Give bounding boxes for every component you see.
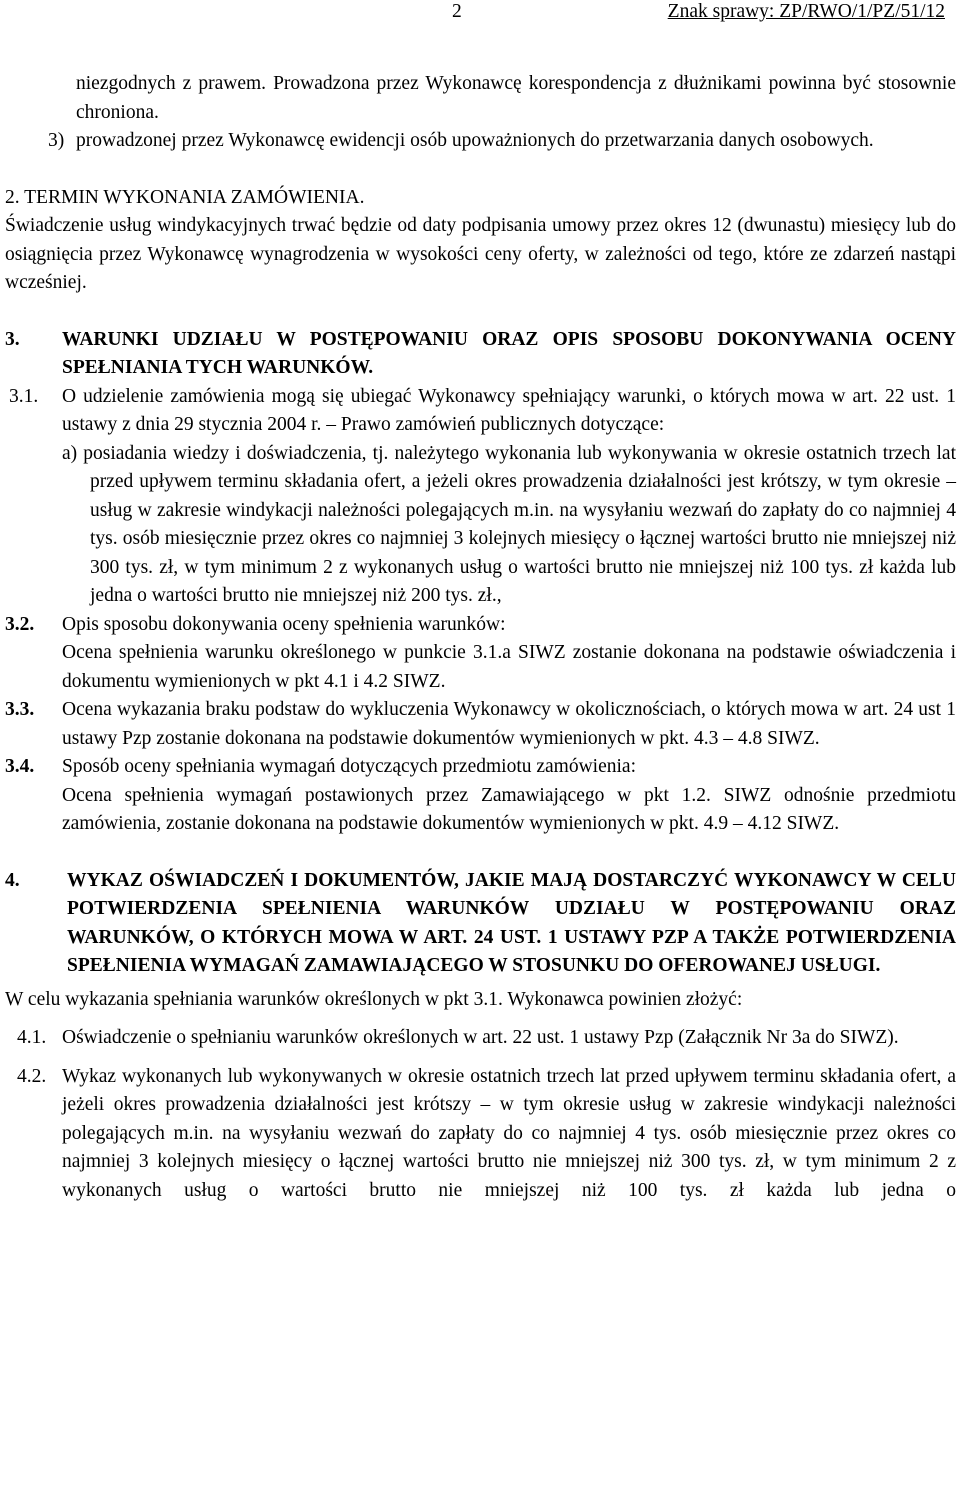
- section-2-heading: 2. TERMIN WYKONANIA ZAMÓWIENIA.: [5, 186, 365, 208]
- item-3-2-title: Opis sposobu dokonywania oceny spełnienia warunków:: [62, 613, 506, 635]
- item-3-1-text: O udzielenie zamówienia mogą się ubiegać Wykonawcy spełniający warunki, o których mowa w art. 22 ust. 1 ustawy z dnia 29 stycznia 2004 r. – Prawo zamówień publicznych dotyczące:: [62, 385, 956, 435]
- item-3-1-number: 3.1.: [9, 385, 39, 407]
- section-2-body: Świadczenie usług windykacyjnych trwać będzie od daty podpisania umowy przez okres 12 (dwunastu) miesięcy lub do osiągnięcia przez Wykonawcę wynagrodzenia w wysokości ceny oferty, w zależności od tego, które ze zdarzeń nastąpi wcześniej.: [5, 215, 956, 293]
- case-number: Znak sprawy: ZP/RWO/1/PZ/51/12: [667, 1, 945, 22]
- item-3-4: [5, 753, 956, 839]
- item-3-2: [5, 611, 956, 697]
- intro-item-3-number: 3): [48, 130, 65, 151]
- intro-continuation: niezgodnych z prawem. Prowadzona przez Wykonawcę korespondencja z dłużnikami powinna być stosownie chroniona.: [76, 73, 956, 123]
- item-3-2-number: 3.2.: [5, 613, 35, 635]
- item-4-1: [17, 1024, 956, 1053]
- item-3-4-title: Sposób oceny spełniania wymagań dotyczących przedmiotu zamówienia:: [62, 756, 636, 777]
- item-3-1-subitem-a: a) posiadania wiedzy i doświadczenia, tj. należytego wykonania lub wykonywania w okresie ostatnich trzech lat przed upływem terminu składania ofert, a jeżeli okres prowadzenia działalności jest krótszy, w tym okresie – usług w zakresie windykacji należności polegających m.in. na wysyłaniu wezwań do zapłaty do co najmniej 4 tys. osób miesięcznie przez okres co najmniej 3 kolejnych miesięcy o łącznej wartości brutto nie mniejszej niż 300 tys. zł, w tym minimum 2 z wykonanych usług o wartości brutto nie mniejszej niż 100 tys. zł każda lub jedna o wartości brutto nie mniejszej niż 200 tys. zł.,: [62, 442, 956, 606]
- item-4-2-number: 4.2.: [17, 1065, 47, 1087]
- section-4-number: 4.: [5, 869, 20, 891]
- section-4-intro: W celu wykazania spełniania warunków określonych w pkt 3.1. Wykonawca powinien złożyć:: [5, 988, 743, 1010]
- intro-item-3-text: prowadzonej przez Wykonawcę ewidencji osób upoważnionych do przetwarzania danych osobowych.: [76, 130, 874, 151]
- item-3-3: [5, 696, 956, 753]
- item-3-1: [5, 383, 956, 611]
- item-4-2-text: Wykaz wykonanych lub wykonywanych w okresie ostatnich trzech lat przed upływem terminu składania ofert, a jeżeli okres prowadzenia działalności jest krótszy – w tym okresie usług w zakresie windykacji należności polegających m.in. na wysyłaniu wezwań do zapłaty do co najmniej 4 tys. osób miesięcznie przez okres co najmniej 3 kolejnych miesięcy o łącznej wartości brutto nie mniejszej niż 300 tys. zł, w tym minimum 2 z wykonanych usług o wartości brutto nie mniejszej niż 100 tys. zł każda lub jedna o: [62, 1065, 956, 1201]
- section-4-heading: WYKAZ OŚWIADCZEŃ I DOKUMENTÓW, JAKIE MAJĄ DOSTARCZYĆ WYKONAWCY W CELU POTWIERDZENIA SPEŁNIENIA WARUNKÓW UDZIAŁU W POSTĘPOWANIU ORAZ WARUNKÓW, O KTÓRYCH MOWA W ART. 24 UST. 1 USTAWY PZP A TAKŻE POTWIERDZENIA SPEŁNIENIA WYMAGAŃ ZAMAWIAJĄCEGO W STOSUNKU DO OFEROWANEJ USŁUGI.: [67, 869, 956, 976]
- item-3-3-number: 3.3.: [5, 699, 35, 720]
- page-number: 2: [452, 1, 462, 22]
- item-4-1-number: 4.1.: [17, 1027, 47, 1048]
- section-3-heading: WARUNKI UDZIAŁU W POSTĘPOWANIU ORAZ OPIS SPOSOBU DOKONYWANIA OCENY SPEŁNIANIA TYCH WARUNKÓW.: [62, 328, 956, 378]
- document-body: [0, 70, 960, 1205]
- page-header: [0, 0, 960, 28]
- section-4: [5, 867, 956, 981]
- section-3-number: 3.: [5, 328, 20, 350]
- item-4-1-text: Oświadczenie o spełnianiu warunków określonych w art. 22 ust. 1 ustawy Pzp (Załącznik Nr 3a do SIWZ).: [62, 1027, 899, 1048]
- item-3-4-number: 3.4.: [5, 756, 35, 777]
- item-4-2: [17, 1063, 956, 1206]
- section-3: [5, 326, 956, 383]
- intro-item-3: [48, 127, 956, 156]
- item-3-4-text: Ocena spełnienia wymagań postawionych przez Zamawiającego w pkt 1.2. SIWZ odnośnie przedmiotu zamówienia, zostanie dokonana na podstawie dokumentów wymienionych w pkt. 4.9 – 4.12 SIWZ.: [62, 784, 956, 834]
- item-3-2-text: Ocena spełnienia warunku określonego w punkcie 3.1.a SIWZ zostanie dokonana na podstawie oświadczenia i dokumentu wymienionych w pkt 4.1 i 4.2 SIWZ.: [62, 642, 956, 692]
- item-3-3-text: Ocena wykazania braku podstaw do wykluczenia Wykonawcy w okolicznościach, o których mowa w art. 24 ust 1 ustawy Pzp zostanie dokonana na podstawie dokumentów wymienionych w pkt. 4.3 – 4.8 SIWZ.: [62, 699, 956, 749]
